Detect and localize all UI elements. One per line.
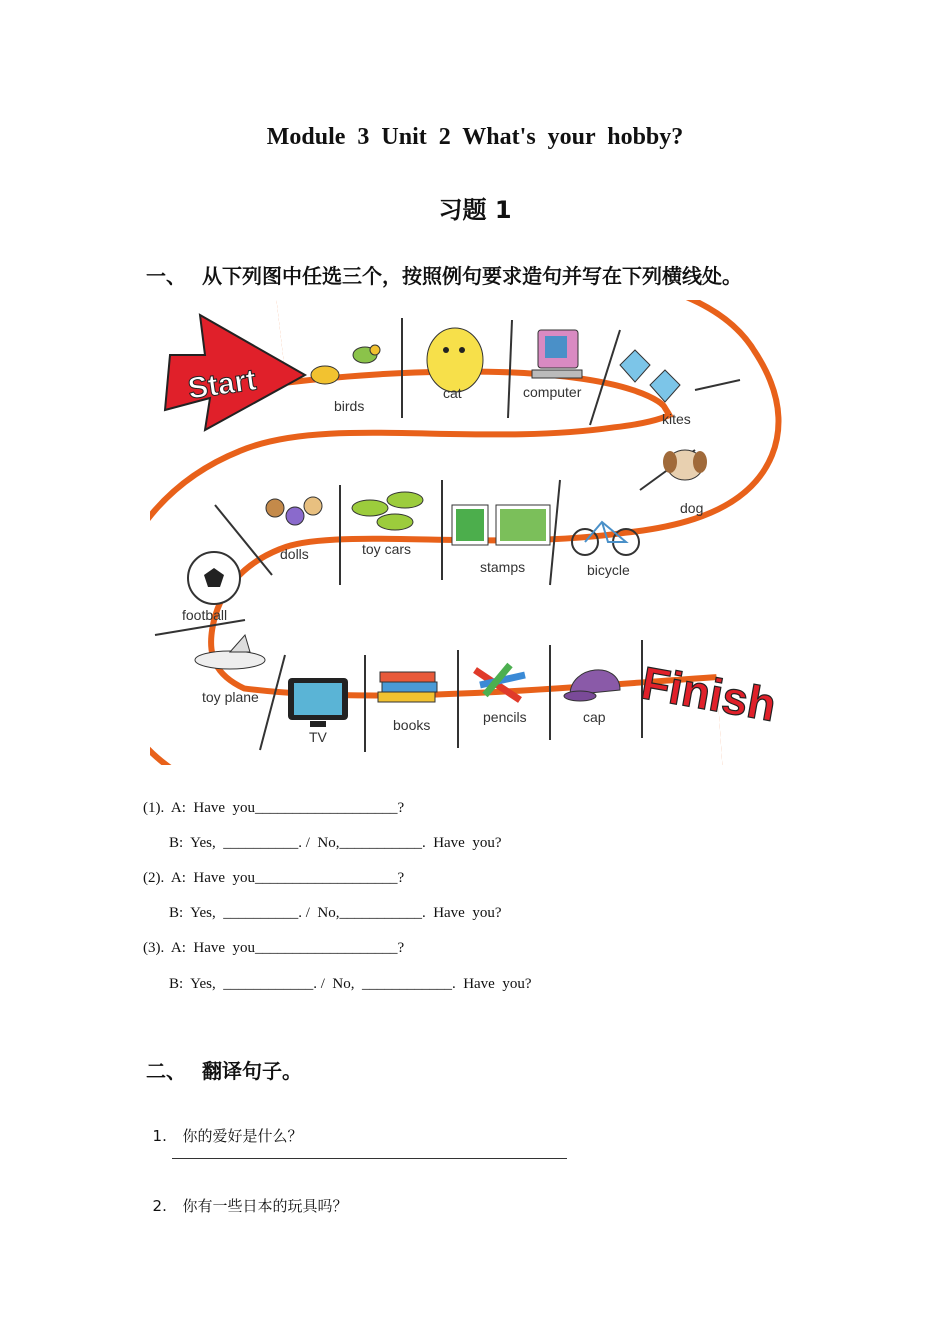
board-label-dolls: dolls bbox=[280, 546, 309, 562]
section-1-number: 一、 bbox=[146, 264, 186, 288]
translation-item-1 bbox=[143, 1107, 303, 1146]
section-2-heading bbox=[146, 1055, 302, 1084]
exercise-2-question: (2). A: Have you___________________? bbox=[143, 870, 405, 886]
cat-icon bbox=[427, 328, 483, 392]
books-icon bbox=[378, 672, 437, 702]
translation-item-1-text: 你的爱好是什么？ bbox=[182, 1127, 303, 1145]
section-1-instruction: 从下列图中任选三个，按照例句要求造句并写在下列横线处。 bbox=[202, 264, 742, 288]
board-label-cap: cap bbox=[583, 709, 606, 725]
section-1-heading bbox=[146, 260, 742, 289]
stamp-icon bbox=[452, 505, 550, 545]
board-label-dog: dog bbox=[680, 500, 704, 516]
board-label-toy-plane: toy plane bbox=[202, 689, 259, 705]
computer-icon bbox=[532, 330, 582, 378]
finish-label: Finish bbox=[637, 656, 781, 732]
page-subtitle: 习题 1 bbox=[438, 196, 512, 224]
board-label-football: football bbox=[182, 607, 228, 623]
section-2-instruction: 翻译句子。 bbox=[202, 1059, 302, 1083]
board-label-cat: cat bbox=[443, 385, 462, 401]
tv-icon bbox=[288, 678, 348, 727]
exercise-3-question: (3). A: Have you___________________? bbox=[143, 940, 405, 956]
translation-item-2-number: 2. bbox=[152, 1197, 167, 1215]
answer-line-1 bbox=[172, 1158, 567, 1159]
exercise-1-question: (1). A: Have you___________________? bbox=[143, 800, 405, 816]
board-label-tv: TV bbox=[309, 729, 327, 745]
translation-item-2-text: 你有一些日本的玩具吗？ bbox=[182, 1197, 348, 1215]
football-icon bbox=[188, 552, 240, 604]
board-label-books: books bbox=[393, 717, 431, 733]
exercise-2-answer: B: Yes, __________. / No,___________. Have you? bbox=[169, 905, 502, 921]
board-label-bicycle: bicycle bbox=[587, 562, 630, 578]
board-label-birds: birds bbox=[334, 398, 365, 414]
start-label: Start bbox=[185, 363, 259, 406]
page-title: Module 3 Unit 2 What's your hobby? bbox=[266, 124, 684, 150]
board-label-pencils: pencils bbox=[483, 709, 527, 725]
section-2-number: 二、 bbox=[146, 1059, 186, 1083]
board-game-illustration bbox=[150, 300, 790, 765]
exercise-1-answer: B: Yes, __________. / No,___________. Have you? bbox=[169, 835, 502, 851]
board-label-computer: computer bbox=[523, 384, 582, 400]
translation-item-1-number: 1. bbox=[152, 1127, 167, 1145]
translation-item-2 bbox=[143, 1177, 348, 1216]
board-label-toy-cars: toy cars bbox=[362, 541, 412, 557]
board-label-kites: kites bbox=[662, 411, 691, 427]
exercise-3-answer: B: Yes, ____________. / No, ____________. Have you? bbox=[169, 976, 532, 992]
board-label-stamps: stamps bbox=[480, 559, 526, 575]
